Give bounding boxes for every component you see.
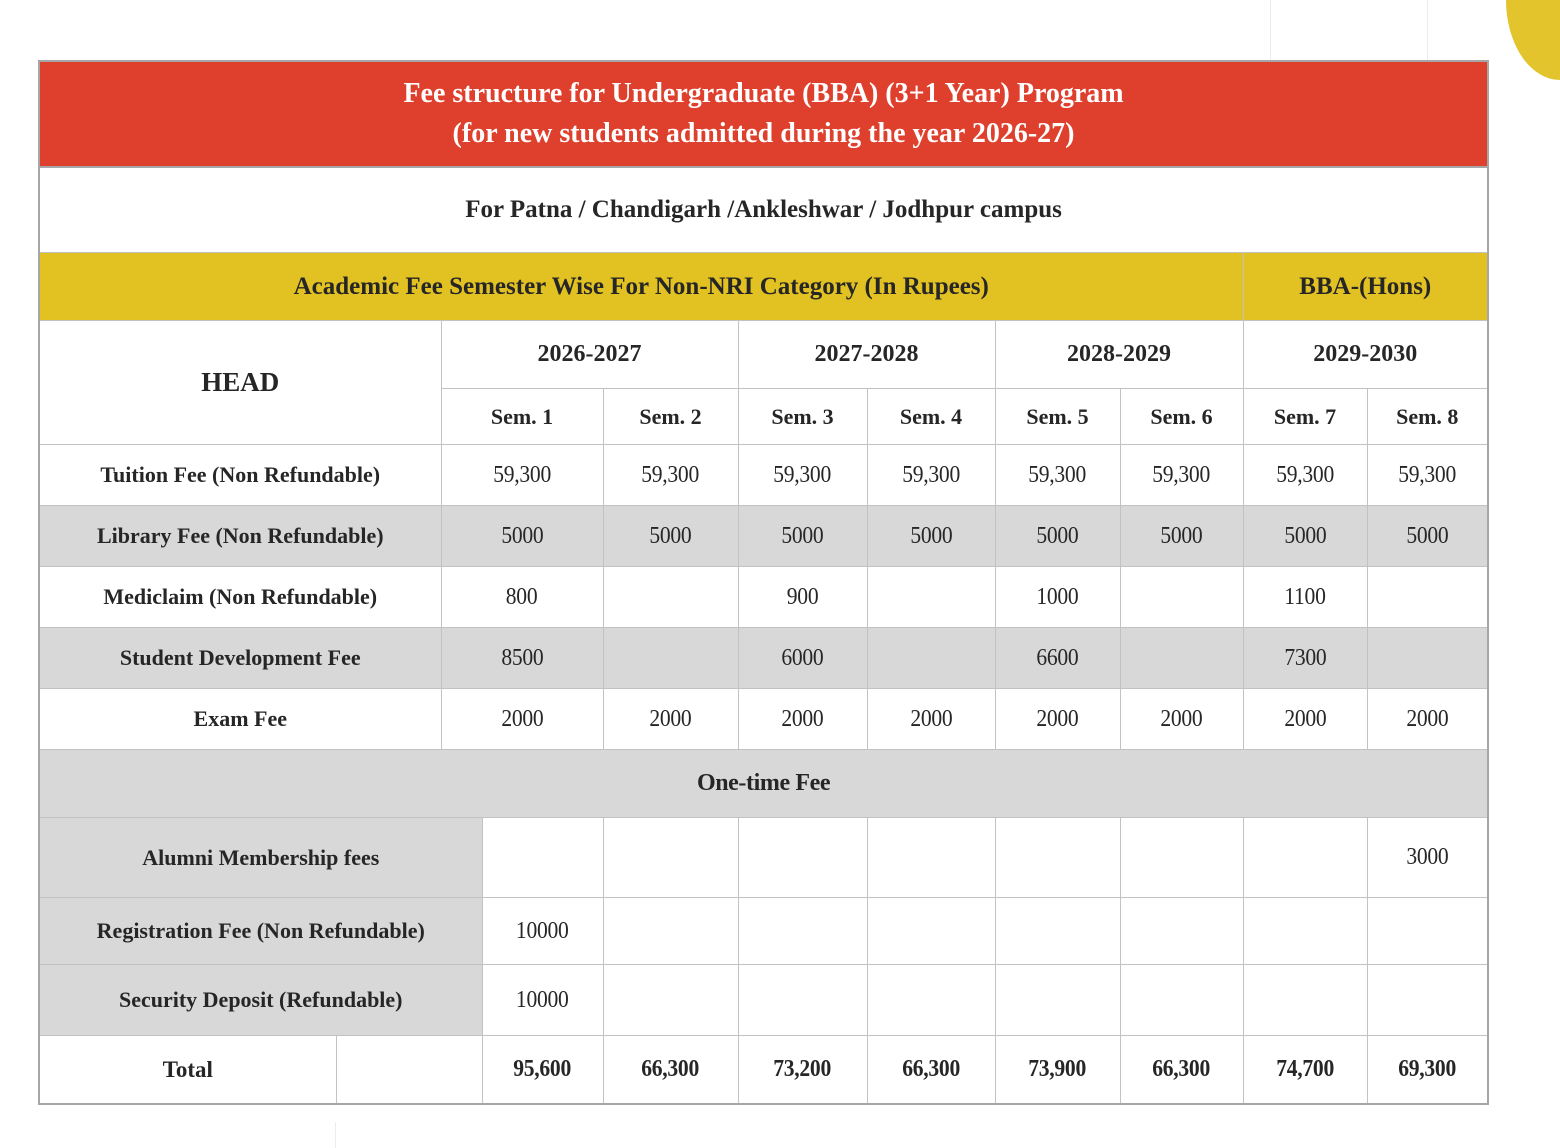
- fee-value-cell: [1367, 628, 1488, 689]
- fee-value-cell: [1243, 628, 1367, 689]
- fee-amount: 5000: [1160, 522, 1203, 549]
- fee-head-label: Exam Fee: [39, 689, 441, 750]
- fee-value-cell: [738, 567, 867, 628]
- fee-value-cell: [441, 628, 603, 689]
- fee-value-cell: [1243, 898, 1367, 965]
- fee-amount: 10000: [516, 986, 569, 1013]
- fee-value-cell: [1367, 898, 1488, 965]
- fee-value-cell: [603, 689, 738, 750]
- fee-value-cell: [603, 965, 738, 1036]
- fee-value-cell: [995, 818, 1120, 898]
- fee-value-cell: [995, 445, 1120, 506]
- fee-amount: 5000: [500, 522, 544, 549]
- fee-value-cell: [867, 965, 995, 1036]
- fee-amount: 2000: [1283, 705, 1327, 732]
- semester-fee-row: [39, 445, 1488, 506]
- total-value-cell: [867, 1036, 995, 1105]
- fee-amount: 59,300: [493, 461, 551, 488]
- fee-amount: 6000: [781, 644, 824, 671]
- fee-value-cell: [482, 818, 603, 898]
- fee-value-cell: [603, 898, 738, 965]
- fee-amount: 1000: [1036, 583, 1079, 610]
- fee-amount: 2000: [500, 705, 544, 732]
- fee-value-cell: [995, 689, 1120, 750]
- fee-head-label: Tuition Fee (Non Refundable): [39, 445, 441, 506]
- fee-amount: 800: [506, 583, 538, 610]
- fee-value-cell: [1120, 628, 1243, 689]
- fee-value-cell: [1243, 506, 1367, 567]
- fee-amount: 59,300: [1152, 461, 1211, 488]
- fee-amount: 73,200: [773, 1056, 832, 1082]
- fee-value-cell: [738, 628, 867, 689]
- fee-value-cell: [1367, 818, 1488, 898]
- category-band-left: Academic Fee Semester Wise For Non-NRI Category (In Rupees): [39, 253, 1243, 321]
- fee-value-cell: [1120, 898, 1243, 965]
- sem-header-6: Sem. 6: [1120, 389, 1243, 445]
- total-label: Total: [39, 1036, 336, 1105]
- semester-fee-row: [39, 567, 1488, 628]
- fee-head-label: Library Fee (Non Refundable): [39, 506, 441, 567]
- fee-amount: 59,300: [1276, 461, 1334, 488]
- fee-value-cell: [867, 818, 995, 898]
- sem-header-8: Sem. 8: [1367, 389, 1488, 445]
- fee-amount: 3000: [1406, 844, 1449, 870]
- fee-value-cell: [1120, 567, 1243, 628]
- title-line2: (for new students admitted during the year 2026-27): [452, 118, 1075, 149]
- fee-value-cell: [441, 567, 603, 628]
- fee-amount: 1100: [1284, 583, 1326, 610]
- year-header-2026-2027: 2026-2027: [441, 321, 738, 389]
- fee-amount: 69,300: [1398, 1056, 1457, 1082]
- corner-accent-shape: [1506, 0, 1560, 80]
- fee-value-cell: [1120, 965, 1243, 1036]
- fee-amount: 59,300: [902, 461, 960, 488]
- background-gridline: [335, 1122, 336, 1148]
- fee-amount: 2000: [649, 705, 692, 732]
- year-header-2028-2029: 2028-2029: [995, 321, 1243, 389]
- fee-amount: 59,300: [773, 461, 832, 488]
- sem-header-5: Sem. 5: [995, 389, 1120, 445]
- total-value-cell: [995, 1036, 1120, 1105]
- total-value-cell: [1120, 1036, 1243, 1105]
- fee-value-cell: [867, 628, 995, 689]
- fee-value-cell: [1120, 689, 1243, 750]
- total-spacer-cell: [336, 1036, 482, 1105]
- one-time-fee-row: [39, 898, 1488, 965]
- background-gridline: [1270, 0, 1271, 62]
- sem-header-7: Sem. 7: [1243, 389, 1367, 445]
- fee-value-cell: [1243, 818, 1367, 898]
- campus-text: For Patna / Chandigarh /Ankleshwar / Jodhpur campus: [39, 167, 1488, 253]
- year-header-2027-2028: 2027-2028: [738, 321, 995, 389]
- fee-value-cell: [1367, 965, 1488, 1036]
- fee-value-cell: [441, 506, 603, 567]
- fee-amount: 10000: [516, 917, 569, 944]
- fee-value-cell: [995, 965, 1120, 1036]
- fee-value-cell: [603, 506, 738, 567]
- fee-amount: 5000: [1036, 522, 1079, 549]
- fee-value-cell: [738, 965, 867, 1036]
- fee-amount: 2000: [1160, 705, 1203, 732]
- fee-amount: 66,300: [1152, 1056, 1211, 1082]
- fee-amount: 7300: [1283, 644, 1327, 671]
- fee-value-cell: [995, 506, 1120, 567]
- fee-amount: 2000: [1406, 705, 1449, 732]
- year-header-2029-2030: 2029-2030: [1243, 321, 1488, 389]
- fee-value-cell: [867, 898, 995, 965]
- fee-amount: 5000: [781, 522, 824, 549]
- fee-value-cell: [1120, 818, 1243, 898]
- fee-amount: 95,600: [513, 1056, 572, 1082]
- one-time-fee-band-label: One-time Fee: [39, 750, 1488, 818]
- table-title: [39, 61, 1488, 167]
- fee-amount: 66,300: [641, 1056, 700, 1082]
- fee-value-cell: [1120, 445, 1243, 506]
- fee-amount: 5000: [1283, 522, 1327, 549]
- fee-value-cell: [867, 689, 995, 750]
- fee-value-cell: [738, 818, 867, 898]
- sem-header-1: Sem. 1: [441, 389, 603, 445]
- fee-value-cell: [1243, 689, 1367, 750]
- fee-amount: 59,300: [1398, 461, 1457, 488]
- fee-value-cell: [738, 898, 867, 965]
- fee-value-cell: [441, 445, 603, 506]
- fee-value-cell: [867, 445, 995, 506]
- campus-row: [39, 167, 1488, 253]
- total-value-cell: [482, 1036, 603, 1105]
- fee-value-cell: [603, 567, 738, 628]
- fee-amount: 8500: [500, 644, 544, 671]
- sem-header-3: Sem. 3: [738, 389, 867, 445]
- fee-value-cell: [867, 567, 995, 628]
- fee-amount: 6600: [1036, 644, 1079, 671]
- fee-head-label: Registration Fee (Non Refundable): [39, 898, 482, 965]
- fee-amount: 59,300: [641, 461, 700, 488]
- total-row: [39, 1036, 1488, 1105]
- fee-value-cell: [441, 689, 603, 750]
- fee-value-cell: [1367, 445, 1488, 506]
- total-value-cell: [603, 1036, 738, 1105]
- year-header-row: [39, 321, 1488, 389]
- fee-value-cell: [995, 567, 1120, 628]
- fee-structure-table: [38, 60, 1489, 1105]
- fee-value-cell: [1367, 567, 1488, 628]
- one-time-fee-row: [39, 818, 1488, 898]
- head-column-header: HEAD: [39, 321, 441, 445]
- fee-value-cell: [482, 965, 603, 1036]
- fee-amount: 59,300: [1028, 461, 1087, 488]
- semester-fee-row: [39, 689, 1488, 750]
- fee-amount: 2000: [1036, 705, 1079, 732]
- fee-value-cell: [867, 506, 995, 567]
- fee-amount: 74,700: [1276, 1056, 1334, 1082]
- title-line1: Fee structure for Undergraduate (BBA) (3+1 Year) Program: [403, 78, 1124, 109]
- one-time-fee-band-row: [39, 750, 1488, 818]
- fee-amount: 900: [786, 583, 819, 610]
- fee-value-cell: [1367, 689, 1488, 750]
- fee-amount: 2000: [781, 705, 824, 732]
- total-value-cell: [1243, 1036, 1367, 1105]
- sem-header-2: Sem. 2: [603, 389, 738, 445]
- fee-value-cell: [1243, 965, 1367, 1036]
- fee-head-label: Mediclaim (Non Refundable): [39, 567, 441, 628]
- fee-value-cell: [1367, 506, 1488, 567]
- fee-value-cell: [995, 628, 1120, 689]
- fee-amount: 5000: [909, 522, 953, 549]
- total-value-cell: [1367, 1036, 1488, 1105]
- fee-value-cell: [603, 628, 738, 689]
- fee-value-cell: [603, 445, 738, 506]
- fee-amount: 5000: [1406, 522, 1449, 549]
- total-value-cell: [738, 1036, 867, 1105]
- semester-fee-row: [39, 506, 1488, 567]
- fee-amount: 2000: [909, 705, 953, 732]
- fee-head-label: Security Deposit (Refundable): [39, 965, 482, 1036]
- fee-amount: 73,900: [1028, 1056, 1087, 1082]
- category-band-right: BBA-(Hons): [1243, 253, 1488, 321]
- title-row: [39, 61, 1488, 167]
- background-gridline: [1427, 0, 1428, 62]
- fee-amount: 66,300: [902, 1056, 960, 1082]
- one-time-fee-row: [39, 965, 1488, 1036]
- category-band-row: [39, 253, 1488, 321]
- fee-value-cell: [995, 898, 1120, 965]
- fee-head-label: Alumni Membership fees: [39, 818, 482, 898]
- fee-amount: 5000: [649, 522, 692, 549]
- fee-value-cell: [603, 818, 738, 898]
- fee-head-label: Student Development Fee: [39, 628, 441, 689]
- fee-value-cell: [482, 898, 603, 965]
- fee-value-cell: [738, 445, 867, 506]
- fee-value-cell: [1120, 506, 1243, 567]
- sem-header-4: Sem. 4: [867, 389, 995, 445]
- fee-value-cell: [738, 689, 867, 750]
- fee-value-cell: [738, 506, 867, 567]
- semester-fee-row: [39, 628, 1488, 689]
- fee-value-cell: [1243, 567, 1367, 628]
- fee-value-cell: [1243, 445, 1367, 506]
